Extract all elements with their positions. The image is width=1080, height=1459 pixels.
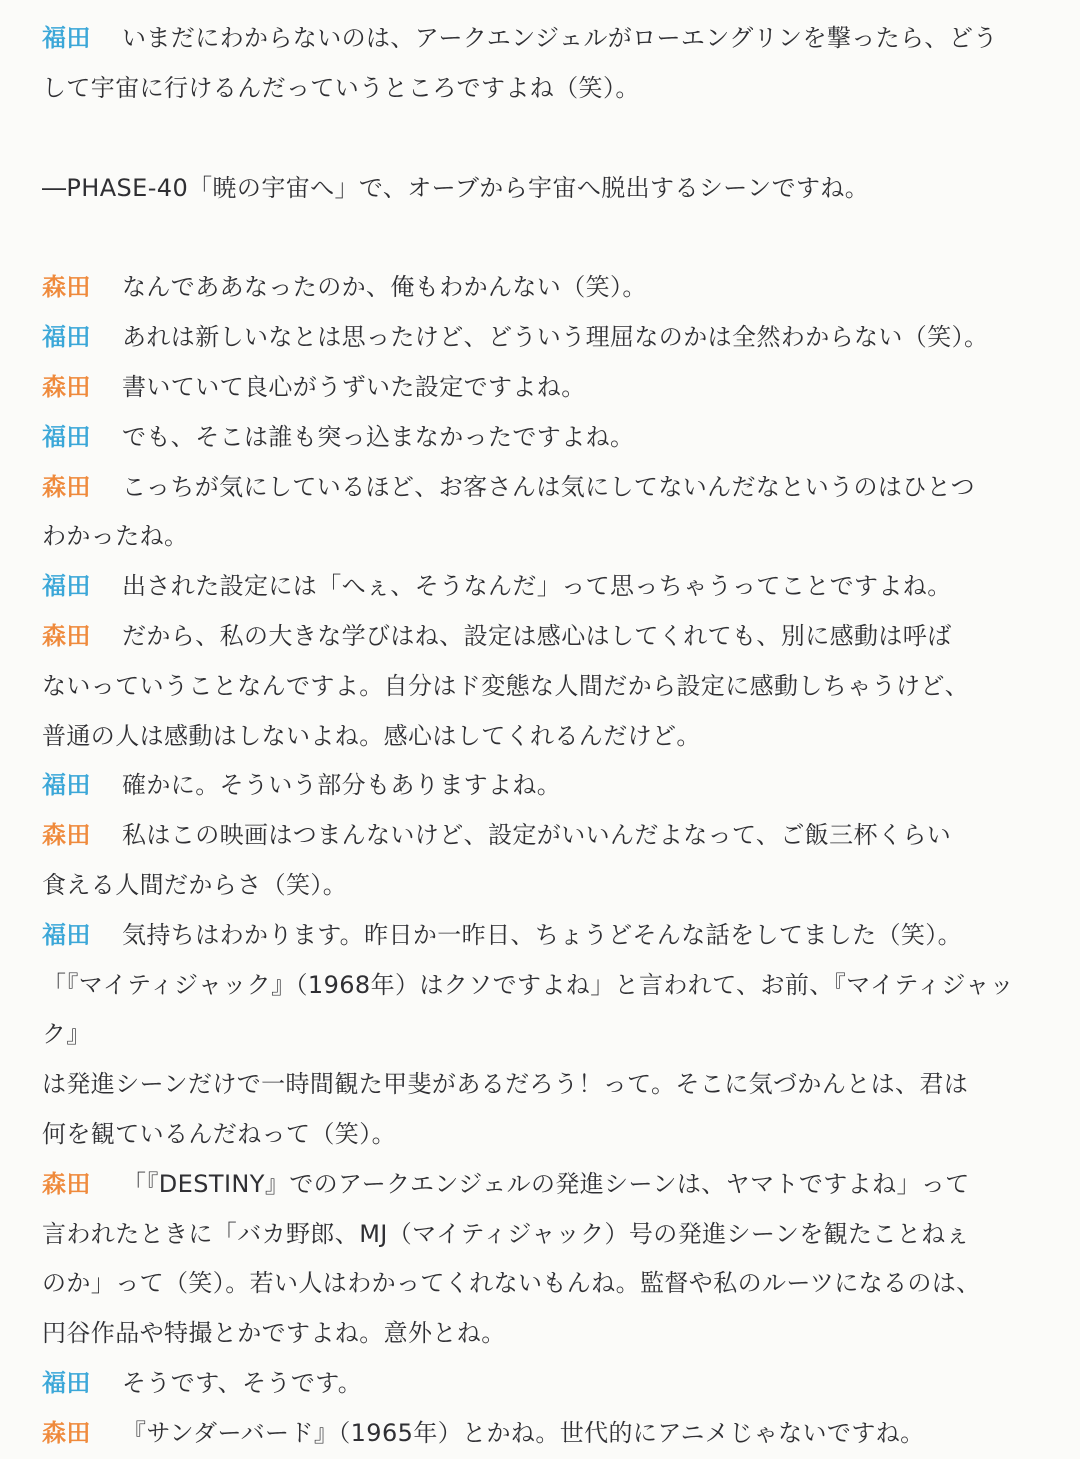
dialogue-entry	[42, 14, 1020, 114]
speaker-label-morita: 森田	[42, 1418, 91, 1447]
dialogue-line	[42, 1110, 1020, 1160]
dialogue-text: 書いていて良心がうずいた設定ですよね。	[122, 372, 586, 401]
dialogue-line	[42, 712, 1020, 762]
dialogue-line	[42, 612, 1020, 662]
dialogue-entry	[42, 263, 1020, 313]
dialogue-line	[42, 811, 1020, 861]
dialogue-entry	[42, 761, 1020, 811]
dialogue-line	[42, 1210, 1020, 1260]
dialogue-line	[42, 1359, 1020, 1409]
speaker-label-morita: 森田	[42, 821, 91, 850]
dialogue-text: いまだにわからないのは、アークエンジェルがローエングリンを撃ったら、どう	[122, 24, 998, 52]
dialogue-entry	[42, 811, 1020, 911]
speaker-label-fukuda: 福田	[42, 323, 91, 352]
dialogue-text: 食える人間だからさ（笑）。	[42, 870, 348, 899]
dialogue-line	[42, 1259, 1020, 1309]
dialogue-text: だから、私の大きな学びはね、設定は感心はしてくれても、別に感動は呼ば	[122, 621, 952, 650]
speaker-label-morita: 森田	[42, 372, 91, 401]
dialogue-entry	[42, 1409, 1020, 1459]
dialogue-text: して宇宙に行けるんだっていうところですよね（笑）。	[42, 73, 640, 102]
dialogue-text: 『サンダーバード』（1965年）とかね。世代的にアニメじゃないですね。	[122, 1418, 925, 1447]
dialogue-line	[42, 14, 1020, 64]
dialogue-text: 確かに。そういう部分もありますよね。	[122, 771, 562, 800]
speaker-label-fukuda: 福田	[42, 24, 91, 52]
speaker-label-fukuda: 福田	[42, 920, 91, 949]
dialogue-text: 気持ちはわかります。昨日か一昨日、ちょうどそんな話をしてました（笑）。	[122, 920, 963, 949]
dialogue-line	[42, 1060, 1020, 1110]
dialogue-text: のか」って（笑）。若い人はわかってくれないもんね。監督や私のルーツになるのは、	[42, 1269, 981, 1298]
dialogue-text: なんでああなったのか、俺もわかんない（笑）。	[122, 273, 647, 302]
dialogue-line	[42, 463, 1020, 513]
dialogue-line	[42, 512, 1020, 562]
dialogue-line	[42, 662, 1020, 712]
dialogue-text: 「『DESTINY』でのアークエンジェルの発進シーンは、ヤマトですよね」って	[122, 1169, 970, 1198]
dialogue-entry	[42, 463, 1020, 563]
dialogue-line	[42, 1409, 1020, 1459]
dialogue-entry	[42, 363, 1020, 413]
dialogue-text: 円谷作品や特撮とかですよね。意外とね。	[42, 1319, 506, 1348]
dialogue-line	[42, 413, 1020, 463]
dialogue-entry	[42, 1160, 1020, 1359]
dialogue-line	[42, 1309, 1020, 1359]
interviewer-question: ―PHASE-40「暁の宇宙へ」で、オーブから宇宙へ脱出するシーンですね。	[42, 173, 870, 202]
speaker-label-fukuda: 福田	[42, 771, 91, 800]
speaker-label-morita: 森田	[42, 621, 91, 650]
dialogue-entry	[42, 612, 1020, 761]
dialogue-text: 普通の人は感動はしないよね。感心はしてくれるんだけど。	[42, 721, 701, 750]
dialogue-entry	[42, 562, 1020, 612]
dialogue-text: 出された設定には「へぇ、そうなんだ」って思っちゃうってことですよね。	[122, 572, 952, 601]
dialogue-entry	[42, 313, 1020, 363]
dialogue-line	[42, 363, 1020, 413]
dialogue-text: わかったね。	[42, 522, 189, 551]
dialogue-text: は発進シーンだけで一時間観た甲斐があるだろう！って。そこに気づかんとは、君は	[42, 1070, 969, 1099]
dialogue-text: 「『マイティジャック』（1968年）はクソですよね」と言われて、お前、『マイティジャック』	[42, 970, 1015, 1049]
dialogue-text: ないっていうことなんですよ。自分はド変態な人間だから設定に感動しちゃうけど、	[42, 671, 970, 700]
dialogue-line	[42, 861, 1020, 911]
dialogue-line	[42, 263, 1020, 313]
dialogue-text: そうです、そうです。	[122, 1368, 363, 1397]
dialogue-line	[42, 562, 1020, 612]
dialogue-text: 言われたときに「バカ野郎、MJ（マイティジャック）号の発進シーンを観たことねぇ	[42, 1219, 971, 1248]
speaker-label-fukuda: 福田	[42, 572, 91, 601]
speaker-label-morita: 森田	[42, 273, 91, 302]
dialogue-text: 何を観ているんだねって（笑）。	[42, 1119, 396, 1148]
dialogue-line	[42, 313, 1020, 363]
speaker-label-morita: 森田	[42, 1169, 91, 1198]
dialogue-text: 私はこの映画はつまんないけど、設定がいいんだよなって、ご飯三杯くらい	[122, 821, 952, 850]
speaker-label-fukuda: 福田	[42, 1368, 91, 1397]
dialogue-entry	[42, 1359, 1020, 1409]
speaker-label-morita: 森田	[42, 472, 91, 501]
dialogue-line	[42, 761, 1020, 811]
dialogue-line	[42, 911, 1020, 961]
dialogue-text: こっちが気にしているほど、お客さんは気にしてないんだなというのはひとつ	[122, 472, 976, 501]
dialogue-entry	[42, 413, 1020, 463]
dialogue-line	[42, 64, 1020, 114]
speaker-label-fukuda: 福田	[42, 422, 91, 451]
dialogue-text: あれは新しいなとは思ったけど、どういう理屈なのかは全然わからない（笑）。	[122, 323, 989, 352]
dialogue-text: でも、そこは誰も突っ込まなかったですよね。	[122, 422, 635, 451]
dialogue-entry	[42, 911, 1020, 1160]
dialogue-line	[42, 961, 1020, 1061]
dialogue-line	[42, 1160, 1020, 1210]
